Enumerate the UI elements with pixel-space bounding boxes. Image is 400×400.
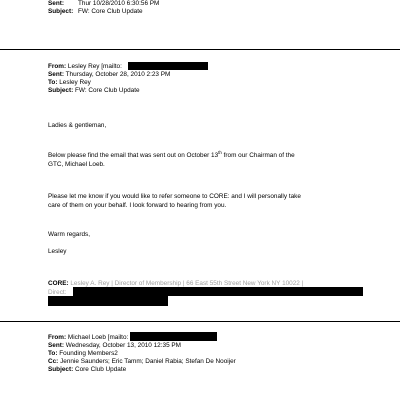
top-subject-row [48,8,143,16]
top-sent-label: Sent: [48,0,64,7]
email2-from-value: Michael Loeb [mailto: [67,334,129,341]
email2-cc-label: Cc: [48,358,59,365]
para1-superscript: th [218,149,222,155]
email1-greeting: Ladies & gentleman, [48,122,107,129]
email1-para2-line2: care of them on your behalf. I look forward to hearing from you. [48,202,227,209]
email2-subject-label: Subject: [48,366,74,373]
email1-to-value: Lesley Rey [59,79,91,86]
email2-cc-row [48,358,236,366]
email1-sent-row [48,71,170,79]
email1-subject-row [48,87,140,95]
email1-from-row [48,63,122,71]
email1-subject-value: FW: Core Club Update [75,87,140,94]
email1-para2-line1: Please let me know if you would like to refer someone to CORE: and I will personally take [48,193,301,200]
separator-bottom [0,321,400,322]
email1-from-value: Lesley Rey [mailto: [67,63,122,70]
top-sent-value: Thur 10/28/2010 6:30:56 PM [78,0,160,7]
email2-sent-value: Wednesday, October 13, 2010 12:35 PM [65,342,181,349]
para1-text-a: Below please find the email that was sent out on October 13 [48,152,219,159]
email1-para1-line2: GTC, Michael Loeb. [48,161,105,168]
email2-subject-value: Core Club Update [75,366,127,373]
email1-sent-label: Sent: [48,71,64,78]
email2-sent-label: Sent: [48,342,64,349]
email1-to-label: To: [48,79,58,86]
email1-closing: Warm regards, [48,231,91,238]
email2-from-label: From: [48,334,67,341]
email2-to-value: Founding Members2 [59,350,118,357]
redaction-block [128,62,208,70]
email1-to-row [48,79,91,87]
email2-cc-value: Jennie Saunders; Eric Tamm; Daniel Rabia; Stefan De Nooijer [60,358,236,365]
email2-subject-row [48,366,126,374]
email2-from-row [48,334,128,342]
email1-sent-value: Thursday, October 28, 2010 2:23 PM [65,71,171,78]
separator-top [0,49,400,50]
email1-sig-line2: Direct: [48,289,67,296]
redaction-block [130,332,217,341]
email1-signature: Lesley [48,248,67,255]
email2-sent-row [48,342,181,350]
redaction-block [73,287,363,296]
email1-subject-label: Subject: [48,87,74,94]
top-subject-value: FW: Core Club Update [78,8,143,15]
email1-para1-line1 [48,149,295,160]
sig-brand: CORE: [48,280,69,287]
email2-to-row [48,350,118,358]
email2-to-label: To: [48,350,58,357]
redaction-block [48,296,168,306]
top-subject-label: Subject: [48,8,74,15]
top-sent-row [48,0,160,8]
email1-from-label: From: [48,63,67,70]
para1-text-b: from our Chairman of the [221,152,295,159]
sig-details: Lesley A. Rey | Director of Membership | 66 East 55th Street New York NY 10022 | [68,280,304,287]
